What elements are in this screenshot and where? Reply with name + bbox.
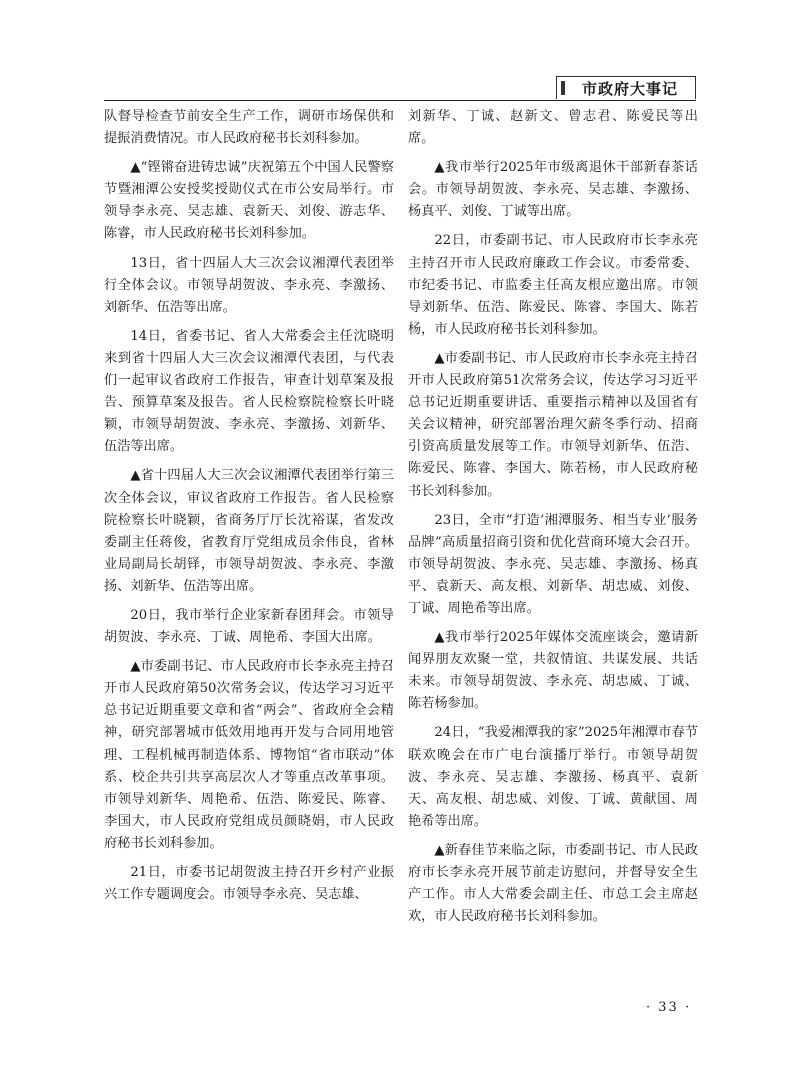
paragraph: 14日，省委书记、省人大常委会主任沈晓明来到省十四届人大三次会议湘潭代表团，与代表们一起审议省政府工作报告，审查计划草案及报告、预算草案及报告。省人民检察院检察长叶晓颖，市领导胡贺波、李永亮、李激扬、刘新华、伍浩等出席。: [104, 328, 394, 455]
paragraph: 24日，“我爱湘潭我的家”2025年湘潭市春节联欢晚会在市广电台演播厅举行。市领导胡贺波、李永亮、吴志雄、李激扬、杨真平、袁新天、高友根、胡忠威、刘俊、丁诚、黄献国、周艳希等出席。: [408, 725, 698, 829]
page-number: · 33 ·: [646, 1000, 692, 1015]
paragraph: 21日，市委书记胡贺波主持召开乡村产业振兴工作专题调度会。市领导李永亮、吴志雄、: [104, 865, 394, 903]
paragraph: 20日，我市举行企业家新春团拜会。市领导胡贺波、李永亮、丁诚、周艳希、李国大出席。: [104, 607, 394, 646]
header-bar-decoration: [561, 81, 565, 95]
section-header-box: [556, 76, 696, 99]
section-title: 市政府大事记: [581, 79, 678, 98]
paragraph: ▲我市举行2025年市级离退休干部新春茶话会。市领导胡贺波、李永亮、吴志雄、李激扬、杨真平、刘俊、丁诚等出席。: [408, 160, 698, 220]
header-rule: [104, 100, 696, 101]
paragraph: ▲市委副书记、市人民政府市长李永亮主持召开市人民政府第50次常务会议，传达学习习近平总书记近期重要文章和省“两会”、省政府全会精神，研究部署城市低效用地再开发与合同用地管理、工程机械再制造体系、博物馆“省市联动”体系、校企共引共享高层次人才等重点改革事项。市领导刘新华、周艳希、伍浩、陈爱民、陈睿、李国大，市人民政府党组成员颜晓娟，市人民政府秘书长刘科参加。: [104, 659, 394, 851]
paragraph: 队督导检查节前安全生产工作，调研市场保供和提振消费情况。市人民政府秘书长刘科参加。: [104, 109, 394, 147]
paragraph: ▲市委副书记、市人民政府市长李永亮主持召开市人民政府第51次常务会议，传达学习习近平总书记近期重要讲话、重要指示精神以及国省有关会议精神，研究部署治理欠薪冬季行动、招商引资高质量发展等工作。市领导刘新华、伍浩、陈爱民、陈睿、李国大、陈若杨，市人民政府秘书长刘科参加。: [408, 350, 698, 499]
paragraph: ▲新春佳节来临之际，市委副书记、市人民政府市长李永亮开展节前走访慰问，并督导安全生产工作。市人大常委会副主任、市总工会主席赵欢，市人民政府秘书长刘科参加。: [408, 842, 698, 925]
paragraph: 22日，市委副书记、市人民政府市长李永亮主持召开市人民政府廉政工作会议。市委常委、市纪委书记、市监委主任高友根应邀出席。市领导刘新华、伍浩、陈爱民、陈睿、李国大、陈若杨，市人民政府秘书长刘科参加。: [408, 233, 698, 337]
paragraph: 13日，省十四届人大三次会议湘潭代表团举行全体会议。市领导胡贺波、李永亮、李激扬、刘新华、伍浩等出席。: [104, 255, 394, 315]
paragraph: ▲我市举行2025年媒体交流座谈会，邀请新闻界朋友欢聚一堂，共叙情谊、共谋发展、共话未来。市领导胡贺波、李永亮、胡忠威、丁诚、陈若杨参加。: [408, 630, 698, 712]
paragraph: ▲“铿锵奋进铸忠诚”庆祝第五个中国人民警察节暨湘潭公安授奖授勋仪式在市公安局举行。市领导李永亮、吴志雄、袁新天、刘俊、游志华、陈睿，市人民政府秘书长刘科参加。: [104, 160, 394, 242]
paragraph: 23日，全市“打造‘湘潭服务、相当专业’服务品牌”高质量招商引资和优化营商环境大会召开。市领导胡贺波、李永亮、吴志雄、李激扬、杨真平、袁新天、高友根、刘新华、胡忠威、刘俊、丁诚、周艳希等出席。: [408, 512, 698, 616]
left-column: [104, 106, 394, 913]
paragraph: 刘新华、丁诚、赵新文、曾志君、陈爱民等出席。: [408, 109, 698, 147]
right-column: [408, 106, 698, 935]
paragraph: ▲省十四届人大三次会议湘潭代表团举行第三次全体会议，审议省政府工作报告。省人民检察院检察长叶晓颖，省商务厅厅长沈裕谋，省发改委副主任蒋俊，省教育厅党组成员余伟良，省林业局副局长胡铎，市领导胡贺波、李永亮、李激扬、刘新华、伍浩等出席。: [104, 468, 394, 594]
